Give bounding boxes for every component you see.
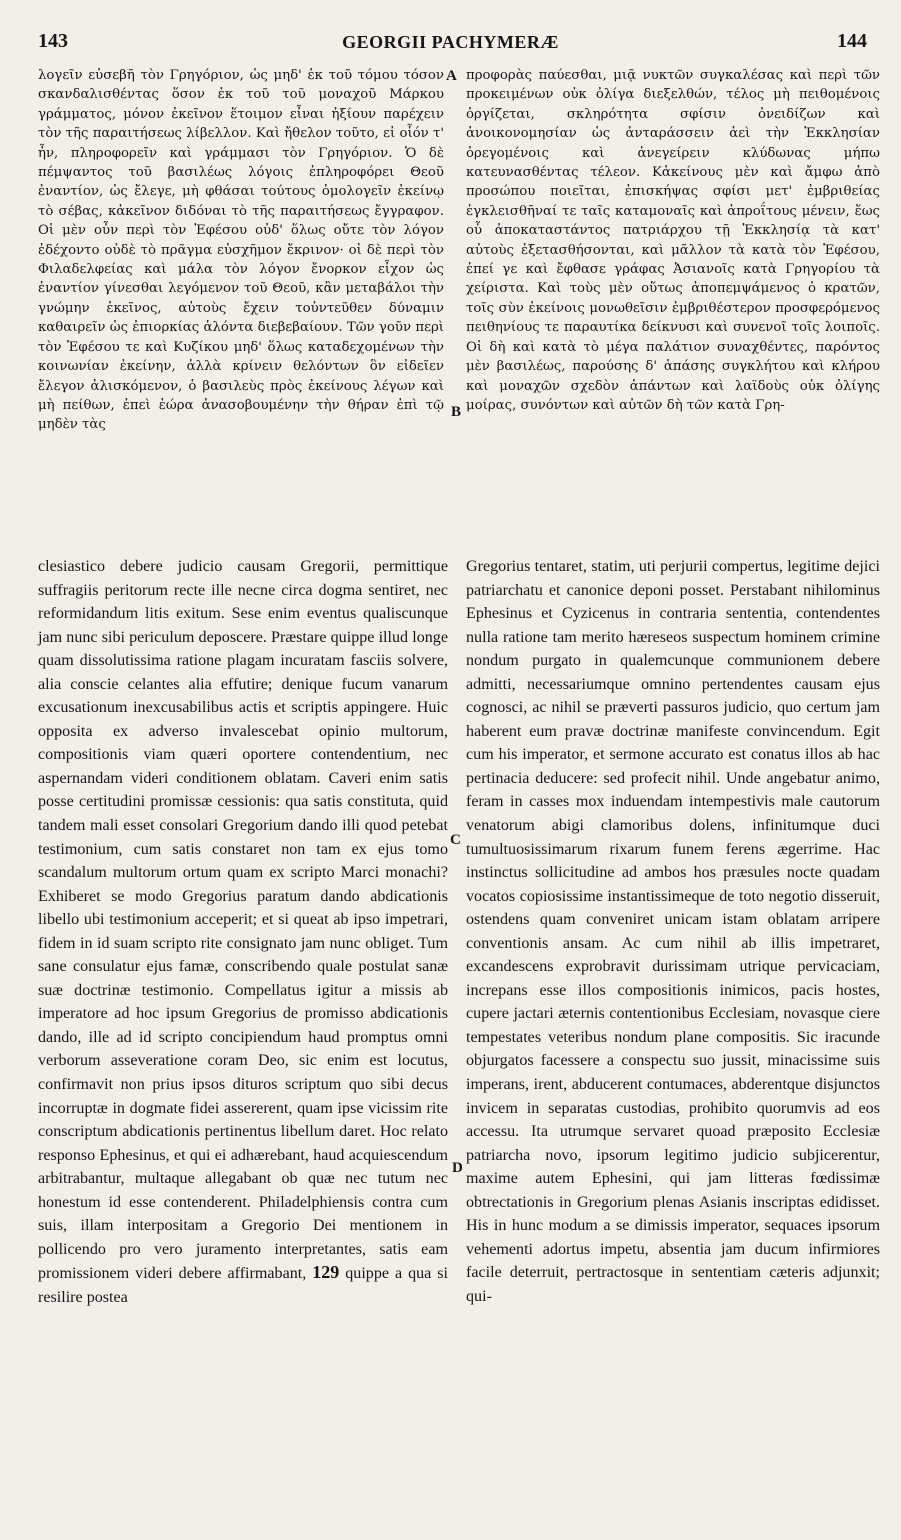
running-title: GEORGII PACHYMERÆ (342, 32, 559, 52)
greek-column-left: λογεῖν εὐσεβῆ τὸν Γρηγόριον, ὡς μηδ' ἐκ τοῦ τόμου τόσον σκανδαλισθέντας ὅσον ἐκ τοῦ τοῦ μοναχοῦ Μάρκου γράμματος, μόνον ἐκεῖνον ἕτοιμον εἶναι ἠξίουν παρέχειν τὸν τῆς παραιτήσεως λίβελλον. Καὶ ἤθελον τοῦτο, εἰ οἷόν τ' ἦν, πληροφορεῖν καὶ γράμμασι τὸν Γρηγόριον. Ὁ δὲ πέμψαντος τοῦ βασιλέως λόγοις ἐπληροφόρει Θεοῦ ἐναντίον, ὡς ἔλεγε, μὴ φθάσαι τούτους ὁμολογεῖν ἐκείνῳ τὸ σέβας, κἀκεῖνον διδόναι τὸ τῆς παραιτήσεως ἔγγραφον. Οἱ μὲν οὖν περὶ τὸν Ἐφέσου οὐδ' ὅλως οὔτε τὸν λόγον ἐδέχοντο οὐδὲ τὸ πρᾶγμα εὐσχῆμον ἔκρινον· οἱ δὲ περὶ τὸν Φιλαδελφείας καὶ μάλα τὸν λόγον ἔνορκον εἶχον ὡς ἐναντίον γίνεσθαι λεγόμενον τοῦ Θεοῦ, κἂν μεταβάλοι τὴν γνώμην ἐκεῖνος, αὐτοὺς ἔχειν τοὐντεῦθεν δύναμιν καθαιρεῖν ὡς ἐπιορκίας ἁλόντα διεβεβαίουν. Τῶν γοῦν περὶ τὸν Ἐφέσου τε καὶ Κυζίκου μηδ' ὅλως καταδεχομένων τὴν κοινωνίαν ἐκείνην, ἀλλὰ κρίνειν θελόντων ὃν εἰδεῖεν ἔλεγον ἁλισκόμενον, ὁ βασιλεὺς πρὸς ἐκείνους λέγων καὶ μὴ πείθων, ἐπεὶ ἑώρα ἀνασοβουμένην τὴν θήραν ἐπὶ τῷ μηδὲν τὰς (38, 68, 444, 433)
latin-left-text: clesiastico debere judicio causam Gregorii, permittique suffragiis peritorum recte ille necne circa dogma sentiret, nec reformidandum litis exitum. Sese enim eventus qualiscunque jam nunc sibi periculum deposcere. Præstare quippe illud longe quam dissolutissima ratione plagam incuratam fasciis solvere, alia conscie celantes alia effutire; denique fucum vanarum excusationum inexcusabilibus actis et scriptis appingere. Huic opposita ex adverso invalescebat opinio multorum, compositionis viam quæri oportere contendentium, nec aspernandam videri conditionem oblatam. Caveri enim satis posse certitudini promissæ cessionis: qua satis constituta, quid tandem mali esset consolari Gregorium dando illi quod petebat testimonium, cum satis constaret non tam ex ejus tomo scandalum multorum ortum quam ex scripto Marci monachi? Exhiberet se modo Gregorius paratum dando abdicationis libello ubi testimonium acceperit; et si queat ab ipso impetrari, fidem in id suam scripto rite consignato jam nunc obliget. Tum sane consulatur ejus famæ, conscribendo quale postulat sanæ suæ doctrinæ testimonio. Compellatus igitur a missis ab imperatore ad hoc ipsum Gregorius de promisso abdicationis dando, ille ad id scripto concipiendum haud promptus omni verborum asseveratione coram Deo, sic enim est locutus, confirmavit non prius ipsos dituros scriptum quo sibi decus incorruptæ in dogmate fidei assererent, quam ipse vicissim rite conscriptum abdicationis pertinentus libellum daret. Hoc relato responso Ephesinus, et qui ei adhærebant, haud acquiescendum arbitrabantur, multaque allegabant ob quæ nec tutum nec honestum id esse contenderent. Philadelphiensis contra cum suis, illam interpositam a Gregorio Dei mentionem in pollicendo pro vero juramento interpretantes, satis eam promissionem videri debere affirmabant, (38, 558, 448, 1283)
greek-column-right: προφορὰς παύεσθαι, μιᾷ νυκτῶν συγκαλέσας καὶ περὶ τῶν προκειμένων οὐκ ὀλίγα διεξελθών, τέλος μὴ πειθομένοις ὀργίζεται, σκληρότητα σφίσιν ὀνειδίζων καὶ ἀνοικονομησίαν ὡς ἀνταράσσειν ἀεὶ τὴν Ἐκκλησίαν ὀρεγομένοις καὶ ἀνεγείρειν κλύδωνας μήπω κατευνασθέντας τέλεον. Κἀκείνους μὲν καὶ ἄμφω ἀπὸ προσώπου ποιεῖται, ἐπισκήψας σφίσι μετ' ἐμβριθείας ἐγκλεισθῆναί τε ταῖς καταμοναῖς καὶ ἀπροΐτους μένειν, ἕως οὗ ἀποκαταστάντος πατριάρχου τῇ Ἐκκλησίᾳ τὰ κατ' αὐτοὺς ἐξετασθήσονται, καὶ μᾶλλον τὰ κατὰ τὸν Ἐφέσου, ἐπεί γε καὶ ἔφθασε γράφας Ἀσιανοῖς κατὰ Γρηγορίου τὰ χείριστα. Καὶ τοὺς μὲν οὕτως ἀποπεμψάμενος ὁ κρατῶν, τοῖς σὺν ἐκείνοις μονωθεῖσιν ἐμβριθέστερον προσφερόμενος πειθηνίους τε παραυτίκα δείκνυσι καὶ συνενοῖ τοῖς λοιποῖς. Οἱ δὴ καὶ κατὰ τὸ μέγα παλάτιον συναχθέντες, παρόντος μὲν βασιλέως, παρούσης δ' ἁπάσης συγκλήτου καὶ κλήρου καὶ μοναχῶν σχεδὸν ἁπάντων καὶ λαϊδοὺς οὐκ ὀλίγης μοίρας, συνόντων καὶ αὐτῶν δὴ τῶν κατὰ Γρη- (466, 68, 880, 413)
latin-column-left (38, 555, 448, 1310)
section-marker-c: C (450, 832, 461, 848)
section-marker-d: D (452, 1160, 463, 1176)
signature-mark: 129 (312, 1262, 340, 1283)
section-marker-a: A (446, 68, 457, 84)
latin-left-tail: quippe a qua si resilire postea (38, 1265, 449, 1306)
latin-column-right: Gregorius tentaret, statim, uti perjurii compertus, legitime dejici patriarchatu et canonice deponi posset. Perstabant nihilominus Ephesinus et Cyzicenus in contraria sententia, contendentes nulla ratione tam merito hæreseos suspectum hominem crimine nondum purgato in qualemcunque communionem debere admitti, necessariumque omnino pertendentes causam ejus cognosci, ac nihil se præverti passuros judicio, quo certum jam haberent eum pravæ doctrinæ manifeste convincendum. Egit cum his imperator, et sermone accurato est conatus illos ab hac pertinacia deducere: sed profecit nihil. Unde angebatur animo, feram in casses mox induendam intempestivis male cautorum venatorum abigi clamoribus dolens, infinitumque duci tumultuosissimarum rixarum funem ferens ægerrime. Hac instinctus sollicitudine ad ambos hos præsules nocte quadam vocatos copiosissime instantissimeque de toto negotio disseruit, ostendens quam conveniret unicam istam oblatam arripere conventionis ansam. Ac cum nihil ab illis impetraret, excandescens exprobravit durissimam utrique pervicaciam, increpans esse illos compositionis inimicos, pacis hostes, cupere jactari æternis contentionibus Ecclesiam, novasque ciere tempestates veteribus nondum plane compositis. Sic iracunde objurgatos facessere a conspectu suo jussit, minacissime suis imperans, irent, abducerent contumaces, abderentque disjunctos invicem in separatas custodias, prohibito quorumvis ad eos accessu. Ita utrumque servaret quoad præposito Ecclesiæ patriarcha novo, ipsorum legitimo judicio subjicerentur, maxime autem Ephesini, qui jam litteras fœdissimæ obtrectationis in Gregorium plenas Asianis inscriptas edidisset. His in hunc modum a se dimissis imperator, sequaces ipsorum vehementi adortus impetu, absentia jam ducum infirmiores facile deterruit, pertractosque in sententiam cæteris adjunxit; qui- (466, 558, 880, 1305)
running-header (30, 30, 871, 60)
page-number-right: 144 (837, 30, 867, 52)
section-marker-b: B (451, 404, 462, 420)
page-number-left: 143 (38, 30, 68, 52)
